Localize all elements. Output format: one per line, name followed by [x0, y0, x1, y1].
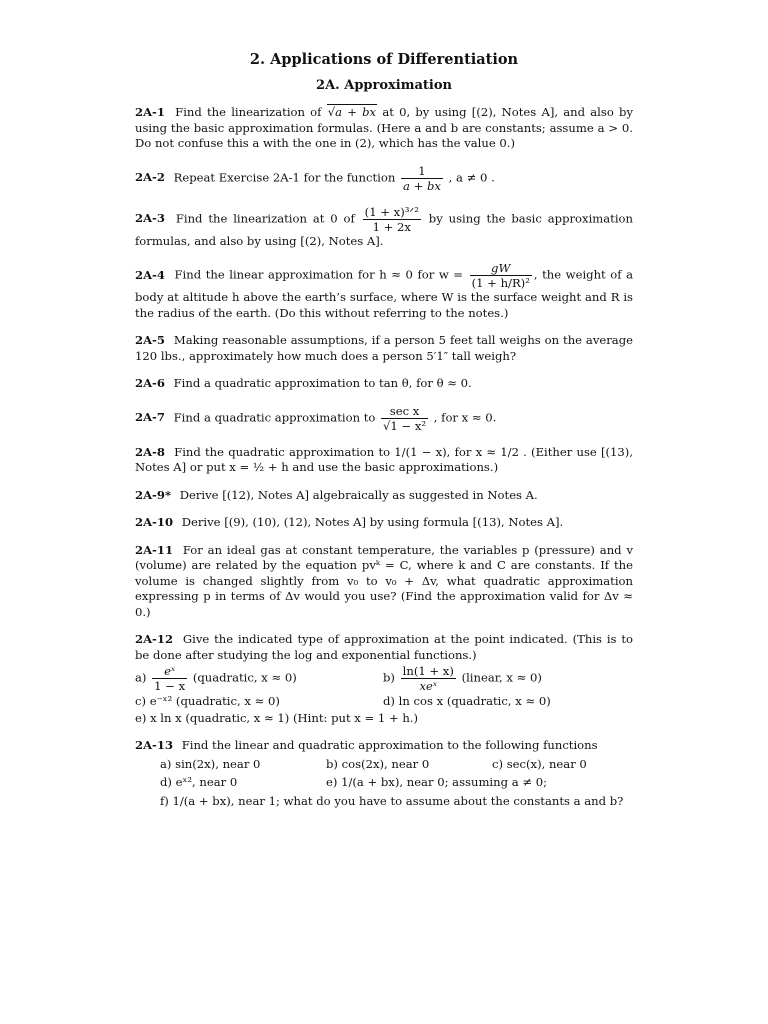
problem-2a-8 — [135, 445, 633, 476]
subproblem-b: b) cos(2x), near 0 — [326, 756, 430, 771]
subproblem-c: c) e⁻ˣ² (quadratic, x ≈ 0) — [135, 694, 280, 708]
subproblem-note: (quadratic, x ≈ 0) — [192, 670, 297, 685]
problem-2a-2 — [135, 164, 633, 193]
fraction-numerator: sec x — [381, 404, 428, 419]
page-title: 2. Applications of Differentiation — [249, 51, 519, 68]
problem-label: 2A-5 — [135, 333, 165, 347]
fraction — [401, 664, 456, 693]
fraction-denominator: (1 + h/R)² — [471, 276, 530, 290]
problem-2a-12 — [135, 632, 633, 726]
fraction-numerator: gW — [470, 261, 532, 276]
subproblem-e: e) 1/(a + bx), near 0; assuming a ≠ 0; — [326, 775, 547, 789]
fraction-denominator: 1 − x — [154, 679, 186, 693]
problem-2a-13 — [135, 738, 633, 809]
fraction-numerator: ln(1 + x) — [402, 664, 454, 678]
problem-label: 2A-2 — [135, 170, 165, 184]
fraction-denominator: xeˣ — [419, 679, 438, 693]
subproblem-row — [135, 694, 633, 710]
subproblem-label: a) — [135, 670, 147, 685]
subproblem-d: d) ln cos x (quadratic, x ≈ 0) — [383, 694, 551, 708]
fraction — [152, 664, 187, 693]
math-expression: √a + bx — [327, 105, 377, 119]
subproblem-row — [135, 711, 633, 727]
problem-2a-9 — [135, 488, 633, 504]
problem-text: Derive [(12), Notes A] algebraically as suggested in Notes A. — [179, 487, 538, 502]
problem-2a-7 — [135, 404, 633, 433]
problem-text: Find the linearization at 0 of — [175, 211, 355, 225]
document-page — [135, 48, 633, 821]
subproblem-a — [135, 664, 383, 693]
fraction-denominator: a + bx — [403, 178, 441, 193]
problem-2a-5 — [135, 333, 633, 364]
problem-2a-3 — [135, 205, 633, 250]
subproblem-b — [383, 664, 542, 693]
problem-text: Give the indicated type of approximation at the point indicated. (This is to be done after studying the log and exponential functions.) — [135, 632, 633, 662]
fraction-numerator: eˣ — [152, 664, 187, 679]
problem-text: Repeat Exercise 2A-1 for the function — [173, 170, 396, 184]
problem-text: For an ideal gas at constant temperature, the variables p (pressure) and v (volume) are related by the equation pvᵏ = C, where k and C are constants. If the volume is changed slightly from v₀ to v₀ + Δv, what quadratic approximation expressing p in terms of Δv would you use? (Find the approximation valid for Δv ≈ 0.) — [135, 542, 633, 619]
fraction — [470, 261, 532, 290]
problem-label: 2A-7 — [135, 410, 165, 424]
problem-text: by using the basic approximation formulas, and also by using [(2), Notes A]. — [135, 211, 633, 248]
problem-text: at 0, by using [(2), Notes A], and also by using the basic approximation formulas. (Here a and b are constants; assume a > 0. Do not confuse this a with the one in (2), which has the value 0.) — [135, 105, 633, 150]
subproblem-row — [160, 775, 633, 791]
problem-2a-6 — [135, 376, 633, 392]
fraction-numerator: (1 + x)³ᐟ² — [364, 204, 419, 219]
subproblem-d: d) eˣ², near 0 — [160, 775, 238, 789]
problem-text: , the weight of a body at altitude h above the earth’s surface, where W is the surface weight and R is the radius of the earth. (Do this without referring to the notes.) — [135, 267, 634, 320]
problem-text: Find a quadratic approximation to — [173, 410, 376, 424]
subproblem-row — [160, 757, 633, 773]
problem-text: Find the linearization of — [175, 105, 322, 119]
problem-label: 2A-3 — [135, 211, 165, 225]
subproblem-e: e) x ln x (quadratic, x ≈ 1) (Hint: put x = 1 + h.) — [135, 710, 419, 725]
subproblem-c: c) sec(x), near 0 — [492, 756, 587, 771]
subproblem-f: f) 1/(a + bx), near 1; what do you have to assume about the constants a and b? — [160, 793, 624, 808]
problem-2a-1 — [135, 105, 633, 152]
subproblem-note: (linear, x ≈ 0) — [461, 670, 542, 685]
problem-text: Find the linear and quadratic approximation to the following functions — [181, 738, 598, 752]
section-title: 2A. Approximation — [316, 77, 452, 93]
subproblem-row — [135, 664, 633, 693]
problem-2a-11 — [135, 543, 633, 621]
subproblem-a: a) sin(2x), near 0 — [160, 756, 261, 771]
problem-text: Making reasonable assumptions, if a person 5 feet tall weighs on the average 120 lbs., approximately how much does a person 5′1″ tall weigh? — [135, 333, 633, 363]
problem-label: 2A-11 — [135, 542, 174, 557]
fraction — [401, 164, 443, 193]
problem-label: 2A-12 — [135, 632, 174, 646]
problem-text: Find a quadratic approximation to tan θ, for θ ≈ 0. — [173, 376, 472, 390]
problem-2a-10 — [135, 515, 633, 531]
fraction — [363, 205, 421, 234]
problem-label: 2A-10 — [135, 515, 174, 529]
problem-label: 2A-13 — [135, 738, 174, 752]
problem-label: 2A-6 — [135, 376, 165, 390]
fraction-denominator: 1 + 2x — [372, 219, 411, 234]
problem-text: Find the linear approximation for h ≈ 0 for w = — [174, 267, 464, 282]
problem-text: Find the quadratic approximation to 1/(1 − x), for x ≈ 1/2 . (Either use [(13), Notes A] or put x = ½ + h and use the basic approximations.) — [135, 444, 633, 474]
problem-label: 2A-8 — [135, 444, 165, 459]
problem-label: 2A-4 — [135, 267, 165, 282]
problem-label: 2A-1 — [135, 105, 165, 119]
fraction — [381, 404, 428, 433]
problem-text: , for x ≈ 0. — [433, 410, 497, 424]
subproblem-label: b) — [383, 670, 395, 685]
fraction-numerator: 1 — [401, 164, 443, 179]
problem-text: Derive [(9), (10), (12), Notes A] by using formula [(13), Notes A]. — [181, 515, 564, 529]
problem-2a-4 — [135, 261, 633, 321]
problem-text: , a ≠ 0 . — [448, 170, 495, 184]
fraction-denominator: √1 − x² — [383, 418, 427, 433]
problem-label: 2A-9* — [135, 487, 172, 502]
